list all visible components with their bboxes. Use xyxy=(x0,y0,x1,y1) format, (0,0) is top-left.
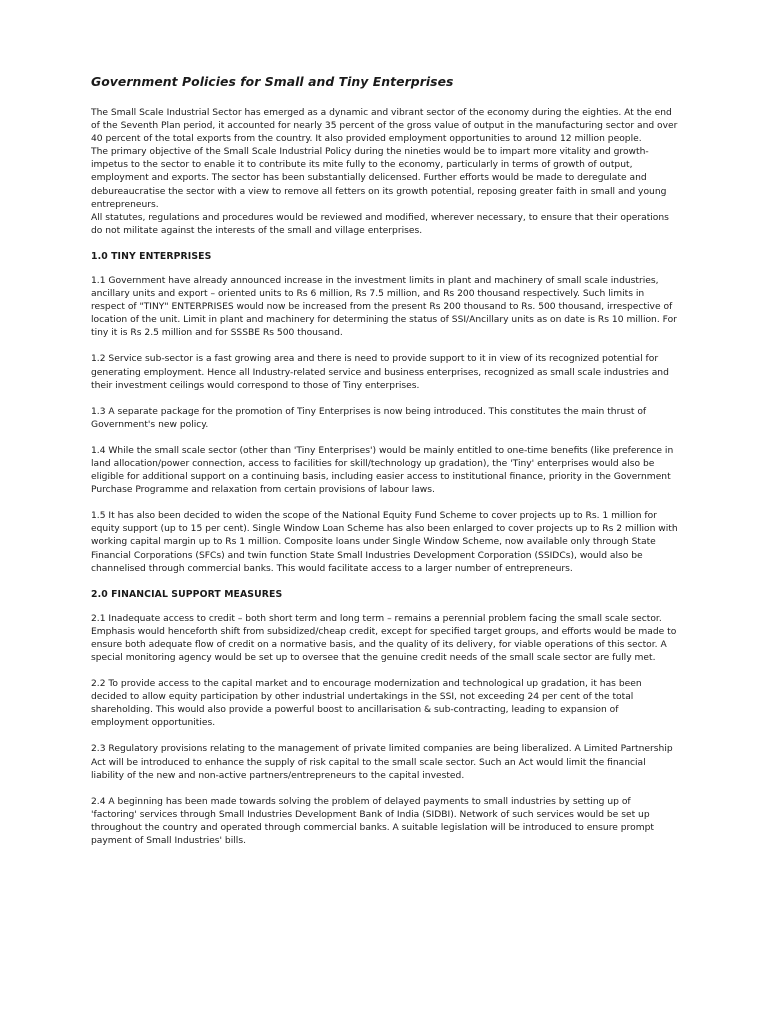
intro-paragraph: All statutes, regulations and procedures would be reviewed and modified, wherever necessary, to ensure that their operations do not militate against the interests of the small and village enterprises. xyxy=(91,212,669,236)
document-title: Government Policies for Small and Tiny Enterprises xyxy=(91,74,454,89)
section-heading-tiny-enterprises: 1.0 TINY ENTERPRISES xyxy=(91,250,212,262)
section-paragraph: 2.4 A beginning has been made towards solving the problem of delayed payments to small industries by setting up of 'factoring' services through Small Industries Development Bank of India (SIDBI). Network of such services would be set up throughout the country and operated through commercial banks. A suitable legislation will be introduced to ensure prompt payment of Small Industries' bills. xyxy=(91,796,654,847)
document-page xyxy=(91,74,679,861)
section-paragraph: 2.1 Inadequate access to credit – both short term and long term – remains a perennial problem facing the small scale sector. Emphasis would henceforth shift from subsidized/cheap credit, except for specified target groups, and efforts would be made to ensure both adequate flow of credit on a normative basis, and the quality of its delivery, for viable operations of this sector. A special monitoring agency would be set up to oversee that the genuine credit needs of the small scale sector are fully met. xyxy=(91,613,677,663)
section-heading-financial-support: 2.0 FINANCIAL SUPPORT MEASURES xyxy=(91,588,283,600)
section-paragraph: 1.4 While the small scale sector (other than 'Tiny Enterprises') would be mainly entitled to one-time benefits (like preference in land allocation/power connection, access to facilities for skill/technology up gradation), the 'Tiny' enterprises would also be eligible for additional support on a continuing basis, including easier access to institutional finance, priority in the Government Purchase Programme and relaxation from certain provisions of labour laws. xyxy=(91,445,674,496)
section-paragraph: 1.1 Government have already announced increase in the investment limits in plant and machinery of small scale industries, ancillary units and export – oriented units to Rs 6 million, Rs 7.5 million, and Rs 200 thousand respectively. Such limits in respect of "TINY" ENTERPRISES would now be increased from the present Rs 200 thousand to Rs. 500 thousand, irrespective of location of the unit. Limit in plant and machinery for determining the status of SSI/Ancillary units as on date is Rs 10 million. For tiny it is Rs 2.5 million and for SSSBE Rs 500 thousand. xyxy=(91,275,677,339)
section-paragraph: 2.2 To provide access to the capital market and to encourage modernization and technological up gradation, it has been decided to allow equity participation by other industrial undertakings in the SSI, not exceeding 24 per cent of the total shareholding. This would also provide a powerful boost to ancillarisation & sub-contracting, leading to expansion of employment opportunities. xyxy=(91,679,642,729)
intro-block xyxy=(91,107,679,238)
section-paragraph: 1.2 Service sub-sector is a fast growing area and there is need to provide support to it in view of its recognized potential for generating employment. Hence all Industry-related service and business enterprises, recognized as small scale industries and their investment ceilings would correspond to those of Tiny enterprises. xyxy=(91,354,669,391)
intro-paragraph: The primary objective of the Small Scale Industrial Policy during the nineties would be to impart more vitality and growth-impetus to the sector to enable it to contribute its mite fully to the economy, particularly in terms of growth of output, employment and exports. The sector has been substantially delicensed. Further efforts would be made to deregulate and debureaucratise the sector with a view to remove all fetters on its growth potential, reposing greater faith in small and young entrepreneurs. xyxy=(91,147,667,210)
intro-paragraph: The Small Scale Industrial Sector has emerged as a dynamic and vibrant sector of the economy during the eighties. At the end of the Seventh Plan period, it accounted for nearly 35 percent of the gross value of output in the manufacturing sector and over 40 percent of the total exports from the country. It also provided employment opportunities to around 12 million people. xyxy=(91,108,678,145)
section-paragraph: 1.3 A separate package for the promotion of Tiny Enterprises is now being introduced. This constitutes the main thrust of Government's new policy. xyxy=(91,406,647,430)
section-paragraph: 2.3 Regulatory provisions relating to the management of private limited companies are being liberalized. A Limited Partnership Act will be introduced to enhance the supply of risk capital to the small scale sector. Such an Act would limit the financial liability of the new and non-active partners/entrepreneurs to the capital invested. xyxy=(91,744,673,781)
section-paragraph: 1.5 It has also been decided to widen the scope of the National Equity Fund Scheme to cover projects up to Rs. 1 million for equity support (up to 15 per cent). Single Window Loan Scheme has also been enlarged to cover projects up to Rs 2 million with working capital margin up to Rs 1 million. Composite loans under Single Window Scheme, now available only through State Financial Corporations (SFCs) and twin function State Small Industries Development Corporation (SSIDCs), would also be channelised through commercial banks. This would facilitate access to a larger number of entrepreneurs. xyxy=(91,511,678,574)
